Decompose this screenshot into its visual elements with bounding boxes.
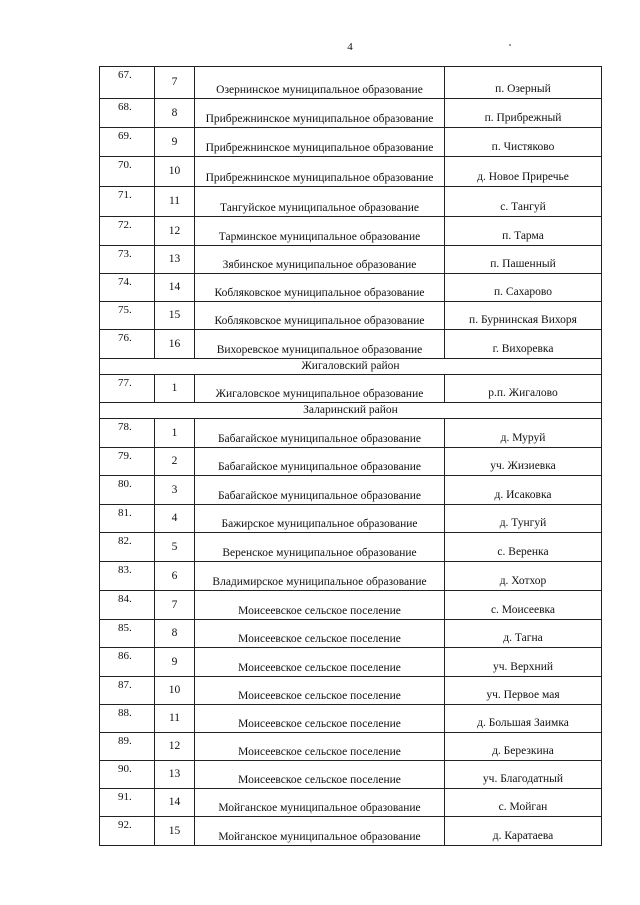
table-row [100, 733, 602, 761]
table-row [100, 67, 602, 99]
sub-number-cell: 7 [155, 67, 195, 99]
table-row [100, 419, 602, 448]
municipality-cell: Бажирское муниципальное образование [195, 505, 445, 533]
settlement-cell: п. Сахарово [445, 274, 602, 302]
row-number-cell: 77. [100, 375, 155, 403]
settlement-cell: д. Большая Заимка [445, 705, 602, 733]
row-number-cell: 84. [100, 591, 155, 620]
row-number-cell: 74. [100, 274, 155, 302]
municipality-cell: Мойганское муниципальное образование [195, 817, 445, 846]
municipality-cell: Прибрежнинское муниципальное образование [195, 128, 445, 157]
row-number-cell: 70. [100, 157, 155, 187]
sub-number-cell: 15 [155, 302, 195, 330]
page-number: 4 [347, 41, 353, 53]
sub-number-cell: 10 [155, 157, 195, 187]
table-row [100, 330, 602, 359]
table-row [100, 761, 602, 789]
row-number-cell: 72. [100, 217, 155, 246]
row-number-cell: 87. [100, 677, 155, 705]
settlement-cell: д. Березкина [445, 733, 602, 761]
settlement-cell: с. Веренка [445, 533, 602, 562]
municipality-cell: Моисеевское сельское поселение [195, 620, 445, 648]
settlement-cell: п. Бурнинская Вихоря [445, 302, 602, 330]
sub-number-cell: 10 [155, 677, 195, 705]
sub-number-cell: 4 [155, 505, 195, 533]
municipality-cell: Тангуйское муниципальное образование [195, 187, 445, 217]
settlement-cell: д. Хотхор [445, 562, 602, 591]
sub-number-cell: 13 [155, 761, 195, 789]
sub-number-cell: 1 [155, 419, 195, 448]
row-number-cell: 79. [100, 448, 155, 476]
table-row [100, 448, 602, 476]
table-row [100, 187, 602, 217]
municipality-cell: Кобляковское муниципальное образование [195, 274, 445, 302]
row-number-cell: 68. [100, 99, 155, 128]
sub-number-cell: 11 [155, 705, 195, 733]
settlement-cell: г. Вихоревка [445, 330, 602, 359]
table-row [100, 476, 602, 505]
settlement-cell: д. Каратаева [445, 817, 602, 846]
row-number-cell: 81. [100, 505, 155, 533]
table-row [100, 157, 602, 187]
municipality-cell: Вихоревское муниципальное образование [195, 330, 445, 359]
settlement-cell: д. Исаковка [445, 476, 602, 505]
row-number-cell: 82. [100, 533, 155, 562]
sub-number-cell: 16 [155, 330, 195, 359]
table-row [100, 562, 602, 591]
settlement-cell: р.п. Жигалово [445, 375, 602, 403]
sub-number-cell: 9 [155, 128, 195, 157]
sub-number-cell: 12 [155, 733, 195, 761]
sub-number-cell: 2 [155, 448, 195, 476]
municipality-cell: Бабагайское муниципальное образование [195, 476, 445, 505]
sub-number-cell: 6 [155, 562, 195, 591]
municipality-cell: Бабагайское муниципальное образование [195, 419, 445, 448]
sub-number-cell: 1 [155, 375, 195, 403]
municipality-cell: Кобляковское муниципальное образование [195, 302, 445, 330]
settlements-table [99, 66, 602, 846]
district-header-row [100, 403, 602, 419]
district-title: Заларинский район [100, 403, 602, 419]
sub-number-cell: 14 [155, 789, 195, 817]
table-body [100, 67, 602, 846]
sub-number-cell: 15 [155, 817, 195, 846]
sub-number-cell: 12 [155, 217, 195, 246]
settlement-cell: с. Мойган [445, 789, 602, 817]
row-number-cell: 83. [100, 562, 155, 591]
table-row [100, 274, 602, 302]
settlement-cell: п. Чистяково [445, 128, 602, 157]
table-row [100, 533, 602, 562]
row-number-cell: 75. [100, 302, 155, 330]
settlement-cell: д. Тагна [445, 620, 602, 648]
table-row [100, 375, 602, 403]
row-number-cell: 71. [100, 187, 155, 217]
municipality-cell: Веренское муниципальное образование [195, 533, 445, 562]
row-number-cell: 86. [100, 648, 155, 677]
settlement-cell: уч. Верхний [445, 648, 602, 677]
settlement-cell: п. Тарма [445, 217, 602, 246]
municipality-cell: Озернинское муниципальное образование [195, 67, 445, 99]
row-number-cell: 80. [100, 476, 155, 505]
sub-number-cell: 9 [155, 648, 195, 677]
settlement-cell: с. Моисеевка [445, 591, 602, 620]
row-number-cell: 67. [100, 67, 155, 99]
municipality-cell: Тарминское муниципальное образование [195, 217, 445, 246]
settlement-cell: уч. Жизиевка [445, 448, 602, 476]
table-row [100, 246, 602, 274]
table-row [100, 620, 602, 648]
row-number-cell: 88. [100, 705, 155, 733]
municipality-cell: Моисеевское сельское поселение [195, 761, 445, 789]
row-number-cell: 90. [100, 761, 155, 789]
table-row [100, 677, 602, 705]
table-row [100, 591, 602, 620]
settlement-cell: д. Тунгуй [445, 505, 602, 533]
table-row [100, 789, 602, 817]
settlement-cell: п. Пашенный [445, 246, 602, 274]
table-row [100, 217, 602, 246]
municipality-cell: Моисеевское сельское поселение [195, 677, 445, 705]
settlement-cell: п. Прибрежный [445, 99, 602, 128]
row-number-cell: 92. [100, 817, 155, 846]
row-number-cell: 89. [100, 733, 155, 761]
municipality-cell: Моисеевское сельское поселение [195, 733, 445, 761]
settlement-cell: д. Муруй [445, 419, 602, 448]
settlement-cell: д. Новое Приречье [445, 157, 602, 187]
district-header-row [100, 359, 602, 375]
municipality-cell: Моисеевское сельское поселение [195, 705, 445, 733]
sub-number-cell: 13 [155, 246, 195, 274]
row-number-cell: 78. [100, 419, 155, 448]
table-row [100, 302, 602, 330]
row-number-cell: 85. [100, 620, 155, 648]
sub-number-cell: 11 [155, 187, 195, 217]
table-row [100, 99, 602, 128]
row-number-cell: 76. [100, 330, 155, 359]
municipality-cell: Бабагайское муниципальное образование [195, 448, 445, 476]
row-number-cell: 69. [100, 128, 155, 157]
table-row [100, 128, 602, 157]
table-row [100, 505, 602, 533]
settlement-cell: с. Тангуй [445, 187, 602, 217]
municipality-cell: Моисеевское сельское поселение [195, 591, 445, 620]
settlement-cell: уч. Первое мая [445, 677, 602, 705]
sub-number-cell: 8 [155, 99, 195, 128]
municipality-cell: Жигаловское муниципальное образование [195, 375, 445, 403]
municipality-cell: Моисеевское сельское поселение [195, 648, 445, 677]
table-row [100, 817, 602, 846]
settlement-cell: уч. Благодатный [445, 761, 602, 789]
row-number-cell: 91. [100, 789, 155, 817]
sub-number-cell: 3 [155, 476, 195, 505]
settlement-cell: п. Озерный [445, 67, 602, 99]
sub-number-cell: 7 [155, 591, 195, 620]
municipality-cell: Владимирское муниципальное образование [195, 562, 445, 591]
municipality-cell: Прибрежнинское муниципальное образование [195, 99, 445, 128]
sub-number-cell: 8 [155, 620, 195, 648]
sub-number-cell: 5 [155, 533, 195, 562]
row-number-cell: 73. [100, 246, 155, 274]
table-row [100, 705, 602, 733]
municipality-cell: Зябинское муниципальное образование [195, 246, 445, 274]
table-row [100, 648, 602, 677]
municipality-cell: Мойганское муниципальное образование [195, 789, 445, 817]
municipality-cell: Прибрежнинское муниципальное образование [195, 157, 445, 187]
scan-speck [509, 44, 511, 46]
sub-number-cell: 14 [155, 274, 195, 302]
district-title: Жигаловский район [100, 359, 602, 375]
